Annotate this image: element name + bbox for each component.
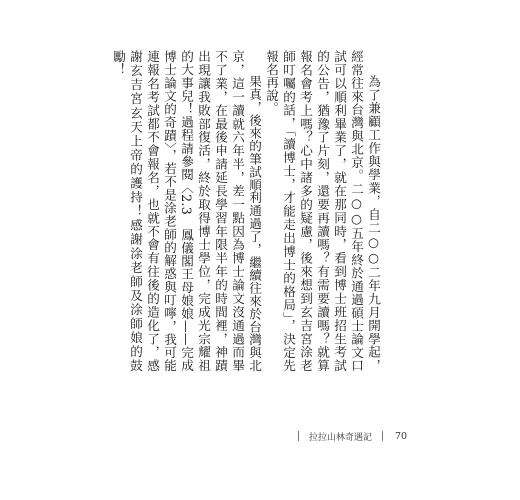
page-footer bbox=[288, 429, 407, 443]
footer-divider-right bbox=[382, 431, 383, 441]
body-text bbox=[110, 50, 382, 372]
page-number: 70 bbox=[395, 430, 408, 442]
paragraph-1: 為了兼顧工作與學業，自二○○二年九月開學起，經常往來台灣與北京。二○○五年終於通過碩士論文口試可以順利畢業了，就在那同時，看到博士班招生考試的公告，猶豫了片刻，還要再讀嗎？有需要讀嗎？就算報名會考上嗎？心中諸多的疑慮，後來想到玄吉宮涂老師叮囑的話，「讀博士，才能走出博士的格局」，決定先報名再說。 bbox=[264, 50, 381, 372]
footer-divider-left bbox=[298, 431, 299, 441]
paragraph-2: 果真，後來的筆試順利通過了，繼續往來於台灣與北京，這一讀就六年半，差一點因為博士論文沒通過而畢不了業，在最後申請延長學習年限半年的時間裡，神蹟出現讓我敗部復活，終於取得博士學位，完成光宗耀祖的大事兒！過程請參閱〈2.3 鳳儀閣王母娘娘——完成博士論文的奇蹟〉，若不是涂老師的解惑與叮嚀，我可能連報名考試都不會報名，也就不會有往後的造化了，感謝玄吉宮玄天上帝的護持！感謝涂老師及涂師娘的鼓勵！ bbox=[111, 50, 262, 372]
book-title: 拉拉山林奇遇記 bbox=[309, 432, 373, 443]
